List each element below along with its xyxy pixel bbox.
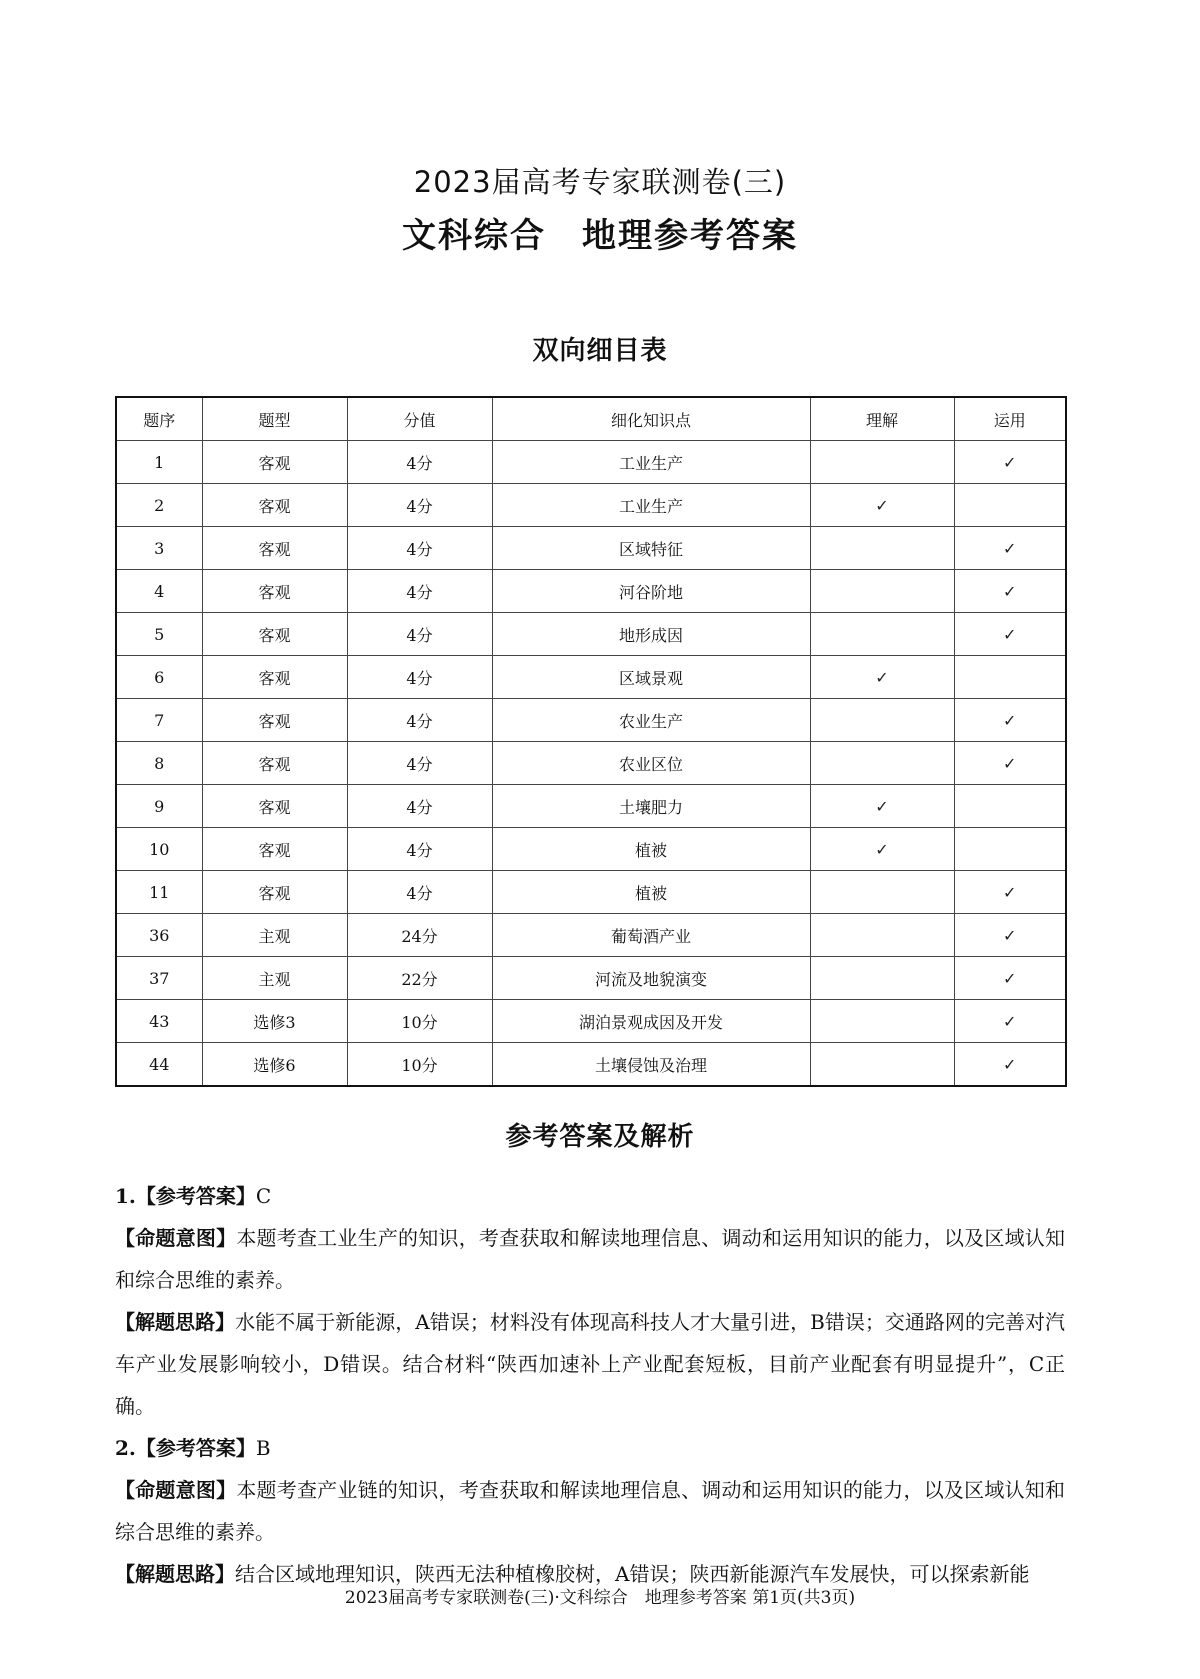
q2-reason: 结合区域地理知识，陕西无法种植橡胶树，A错误；陕西新能源汽车发展快，可以探索新能 — [235, 1562, 1030, 1586]
cell-knowledge-point: 河流及地貌演变 — [492, 957, 810, 1000]
q2-intent-tag: 【命题意图】 — [115, 1478, 237, 1502]
cell-number: 10 — [116, 828, 202, 871]
cell-apply: ✓ — [954, 527, 1066, 570]
cell-number: 43 — [116, 1000, 202, 1043]
col-header-knowledge-point: 细化知识点 — [492, 397, 810, 441]
cell-score: 4分 — [347, 613, 492, 656]
cell-apply: ✓ — [954, 613, 1066, 656]
q2-reason-tag: 【解题思路】 — [115, 1562, 235, 1586]
cell-type: 客观 — [202, 613, 347, 656]
q2-intent: 本题考查产业链的知识，考查获取和解读地理信息、调动和运用知识的能力，以及区域认知和综合思维的素养。 — [115, 1478, 1066, 1544]
cell-score: 4分 — [347, 527, 492, 570]
cell-score: 4分 — [347, 871, 492, 914]
table-row — [116, 871, 1066, 914]
cell-knowledge-point: 区域特征 — [492, 527, 810, 570]
cell-type: 客观 — [202, 441, 347, 484]
cell-number: 7 — [116, 699, 202, 742]
answers-section-title: 参考答案及解析 — [505, 1122, 695, 1152]
cell-apply — [954, 828, 1066, 871]
cell-apply: ✓ — [954, 957, 1066, 1000]
cell-score: 4分 — [347, 570, 492, 613]
cell-apply — [954, 656, 1066, 699]
cell-knowledge-point: 土壤侵蚀及治理 — [492, 1043, 810, 1087]
cell-apply: ✓ — [954, 871, 1066, 914]
table-row — [116, 1043, 1066, 1087]
cell-type: 客观 — [202, 871, 347, 914]
table-header-row — [116, 397, 1066, 441]
cell-understand — [810, 441, 954, 484]
q2-answer: B — [255, 1436, 271, 1460]
cell-knowledge-point: 农业区位 — [492, 742, 810, 785]
cell-number: 3 — [116, 527, 202, 570]
cell-number: 36 — [116, 914, 202, 957]
table-row — [116, 828, 1066, 871]
cell-score: 4分 — [347, 484, 492, 527]
cell-score: 4分 — [347, 828, 492, 871]
cell-understand — [810, 871, 954, 914]
cell-apply — [954, 484, 1066, 527]
table-row — [116, 742, 1066, 785]
cell-knowledge-point: 工业生产 — [492, 484, 810, 527]
table-row — [116, 699, 1066, 742]
cell-score: 4分 — [347, 699, 492, 742]
table-row — [116, 656, 1066, 699]
q1-answer: C — [255, 1184, 272, 1208]
page-footer: 2023届高考专家联测卷(三)·文科综合 地理参考答案 第1页(共3页) — [344, 1588, 856, 1608]
cell-number: 6 — [116, 656, 202, 699]
cell-apply: ✓ — [954, 1000, 1066, 1043]
cell-knowledge-point: 湖泊景观成因及开发 — [492, 1000, 810, 1043]
cell-understand — [810, 699, 954, 742]
q2-head: 2.【参考答案】 — [115, 1436, 256, 1460]
q1-answer-line — [115, 1175, 1065, 1217]
q1-intent-tag: 【命题意图】 — [115, 1226, 237, 1250]
col-header-apply: 运用 — [954, 397, 1066, 441]
cell-knowledge-point: 工业生产 — [492, 441, 810, 484]
table-row — [116, 613, 1066, 656]
exam-title: 2023届高考专家联测卷(三) — [413, 165, 787, 199]
cell-understand: ✓ — [810, 828, 954, 871]
cell-type: 客观 — [202, 742, 347, 785]
q2-answer-line — [115, 1427, 1065, 1469]
cell-type: 客观 — [202, 699, 347, 742]
cell-understand — [810, 1000, 954, 1043]
cell-understand — [810, 1043, 954, 1087]
table-row — [116, 914, 1066, 957]
cell-score: 4分 — [347, 441, 492, 484]
cell-understand — [810, 613, 954, 656]
cell-type: 客观 — [202, 785, 347, 828]
cell-type: 客观 — [202, 484, 347, 527]
cell-understand — [810, 570, 954, 613]
cell-score: 4分 — [347, 785, 492, 828]
cell-apply: ✓ — [954, 699, 1066, 742]
cell-knowledge-point: 河谷阶地 — [492, 570, 810, 613]
cell-type: 主观 — [202, 957, 347, 1000]
col-header-type: 题型 — [202, 397, 347, 441]
cell-type: 客观 — [202, 656, 347, 699]
q1-intent: 本题考查工业生产的知识，考查获取和解读地理信息、调动和运用知识的能力，以及区域认知和综合思维的素养。 — [115, 1226, 1066, 1292]
cell-type: 客观 — [202, 527, 347, 570]
cell-number: 1 — [116, 441, 202, 484]
cell-type: 主观 — [202, 914, 347, 957]
cell-number: 2 — [116, 484, 202, 527]
cell-apply: ✓ — [954, 1043, 1066, 1087]
cell-number: 4 — [116, 570, 202, 613]
cell-score: 24分 — [347, 914, 492, 957]
table-row — [116, 527, 1066, 570]
exam-subtitle: 文科综合 地理参考答案 — [402, 216, 798, 256]
q1-reason-paragraph — [115, 1301, 1065, 1427]
cell-knowledge-point: 植被 — [492, 828, 810, 871]
cell-apply: ✓ — [954, 441, 1066, 484]
cell-apply: ✓ — [954, 742, 1066, 785]
cell-score: 10分 — [347, 1000, 492, 1043]
q1-intent-paragraph — [115, 1217, 1065, 1301]
table-row — [116, 441, 1066, 484]
answers-body — [115, 1175, 1065, 1595]
table-row — [116, 785, 1066, 828]
cell-understand: ✓ — [810, 656, 954, 699]
cell-knowledge-point: 区域景观 — [492, 656, 810, 699]
cell-understand: ✓ — [810, 785, 954, 828]
spec-table — [115, 396, 1067, 1087]
q1-reason-tag: 【解题思路】 — [115, 1310, 236, 1334]
cell-understand: ✓ — [810, 484, 954, 527]
cell-number: 37 — [116, 957, 202, 1000]
q1-reason: 水能不属于新能源，A错误；材料没有体现高科技人才大量引进，B错误；交通路网的完善对汽车产业发展影响较小，D错误。结合材料“陕西加速补上产业配套短板，目前产业配套有明显提升”，C正确。 — [115, 1310, 1066, 1418]
cell-type: 选修6 — [202, 1043, 347, 1087]
table-section-title: 双向细目表 — [532, 336, 668, 366]
cell-type: 客观 — [202, 828, 347, 871]
col-header-number: 题序 — [116, 397, 202, 441]
cell-understand — [810, 914, 954, 957]
cell-score: 4分 — [347, 656, 492, 699]
cell-score: 22分 — [347, 957, 492, 1000]
cell-knowledge-point: 植被 — [492, 871, 810, 914]
cell-knowledge-point: 农业生产 — [492, 699, 810, 742]
cell-understand — [810, 742, 954, 785]
cell-score: 10分 — [347, 1043, 492, 1087]
table-row — [116, 484, 1066, 527]
table-row — [116, 1000, 1066, 1043]
cell-apply: ✓ — [954, 914, 1066, 957]
col-header-score: 分值 — [347, 397, 492, 441]
table-row — [116, 570, 1066, 613]
cell-knowledge-point: 葡萄酒产业 — [492, 914, 810, 957]
cell-understand — [810, 957, 954, 1000]
q1-head: 1.【参考答案】 — [115, 1184, 256, 1208]
cell-apply — [954, 785, 1066, 828]
cell-number: 5 — [116, 613, 202, 656]
col-header-understand: 理解 — [810, 397, 954, 441]
cell-number: 44 — [116, 1043, 202, 1087]
cell-number: 11 — [116, 871, 202, 914]
cell-number: 8 — [116, 742, 202, 785]
cell-score: 4分 — [347, 742, 492, 785]
table-row — [116, 957, 1066, 1000]
cell-apply: ✓ — [954, 570, 1066, 613]
cell-knowledge-point: 地形成因 — [492, 613, 810, 656]
q2-intent-paragraph — [115, 1469, 1065, 1553]
cell-type: 选修3 — [202, 1000, 347, 1043]
cell-understand — [810, 527, 954, 570]
cell-number: 9 — [116, 785, 202, 828]
cell-type: 客观 — [202, 570, 347, 613]
cell-knowledge-point: 土壤肥力 — [492, 785, 810, 828]
